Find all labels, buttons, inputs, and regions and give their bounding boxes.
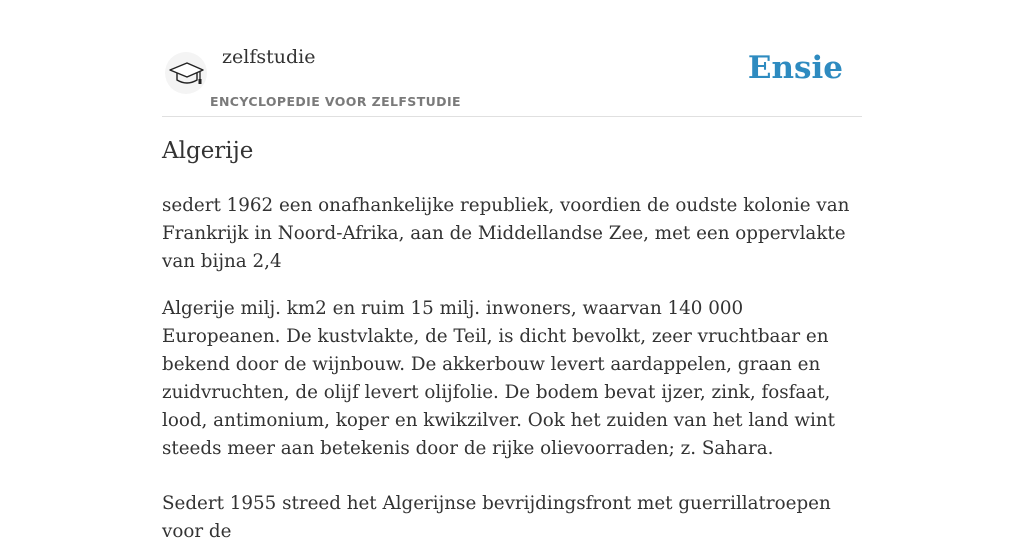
article-title: Algerije [162, 138, 254, 164]
article-paragraph: sedert 1962 een onafhankelijke republiek, voordien de oudste kolonie van Frankrijk in Noord-Afrika, aan de Middellandse Zee, met een oppervlakte van bijna 2,4 [162, 195, 850, 272]
article-paragraph: Algerije milj. km2 en ruim 15 milj. inwoners, waarvan 140 000 Europeanen. De kustvlakte, de Teil, is dicht bevolkt, zeer vruchtbaar en bekend door de wijnbouw. De akkerbouw levert aardappelen, graan en zuidvruchten, de olijf levert olijfolie. De bodem bevat ijzer, zink, fosfaat, lood, antimonium, koper en kwikzilver. Ook het zuiden van het land wint steeds meer aan betekenis door de rijke olievoorraden; z. Sahara. [162, 298, 835, 459]
page [162, 0, 862, 542]
graduation-cap-icon[interactable] [165, 52, 207, 94]
site-header [162, 0, 862, 117]
site-name[interactable]: zelfstudie [222, 46, 316, 68]
site-tagline: ENCYCLOPEDIE VOOR ZELFSTUDIE [210, 94, 461, 109]
article-paragraph: Sedert 1955 streed het Algerijnse bevrijdingsfront met guerrillatroepen voor de [162, 493, 831, 542]
brand-logo[interactable]: Ensie [747, 50, 843, 86]
